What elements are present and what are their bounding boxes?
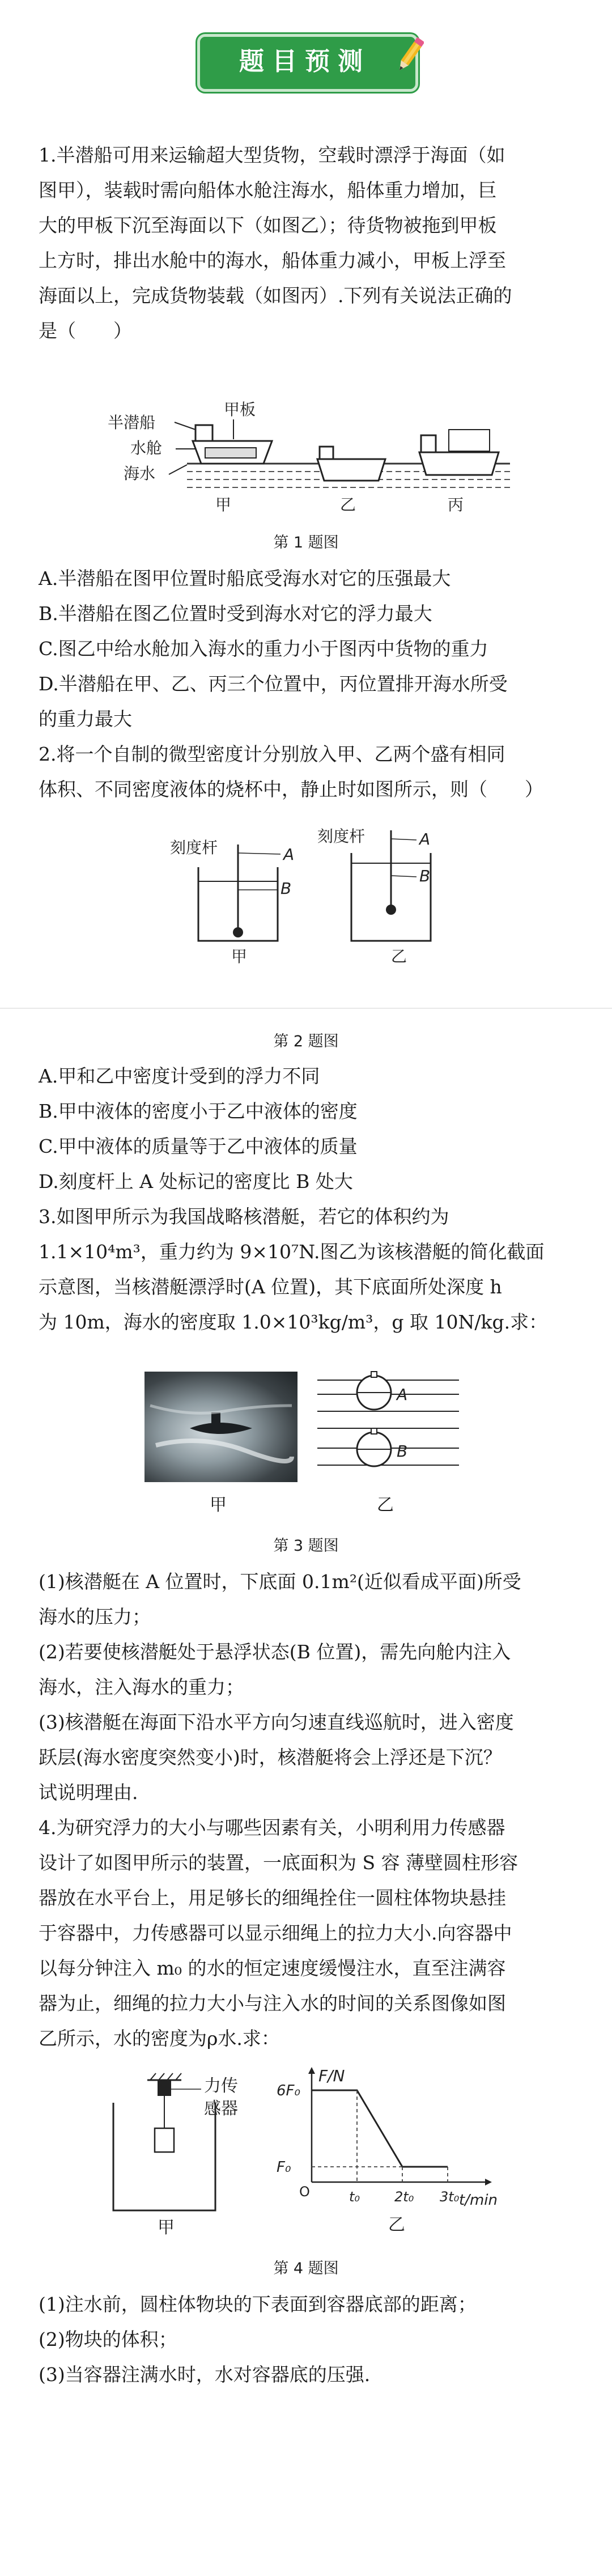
- label-rod-left: 刻度杆: [170, 838, 218, 857]
- q3-item: 海水，注入海水的重力；: [39, 1676, 244, 1698]
- q2-option-b: B.甲中液体的密度小于乙中液体的密度: [39, 1100, 358, 1122]
- q2-line: 体积、不同密度液体的烧杯中，静止时如图所示，则（ ）: [39, 778, 543, 800]
- q1-option-d-cont: 的重力最大: [39, 708, 132, 730]
- q4-line: 设计了如图甲所示的装置，一底面积为 S 容 薄壁圆柱形容: [39, 1852, 518, 1874]
- q2-figure: [164, 819, 459, 966]
- q3-item: 海水的压力；: [39, 1606, 151, 1628]
- q4-item: (2)物块的体积；: [39, 2328, 177, 2350]
- q3-label-jia: 甲: [210, 1495, 227, 1515]
- q3-caption: 第 3 题图: [273, 1537, 339, 1555]
- label-jia: 甲: [215, 495, 232, 514]
- x-tick-label: 3t₀: [440, 2189, 460, 2205]
- pencil-icon: [397, 35, 424, 75]
- q4-line: 以每分钟注入 m₀ 的水的恒定速度缓慢注水，直至注满容: [39, 1957, 506, 1979]
- q3-item: (3)核潜艇在海面下沿水平方向匀速直线巡航时，进入密度: [39, 1711, 514, 1733]
- y-tick-label: F₀: [277, 2159, 291, 2176]
- q1-line: 图甲），装载时需向船体水舱注海水，船体重力增加，巨: [39, 179, 497, 201]
- submarine-icon: [144, 1372, 298, 1482]
- q4-line: 于容器中，力传感器可以显示细绳上的拉力大小.向容器中: [39, 1922, 512, 1944]
- label-ship: 半潜船: [108, 413, 156, 432]
- q4-line: 器放在水平台上，用足够长的细绳拴住一圆柱体物块悬挂: [39, 1887, 506, 1909]
- q4-line: 4.为研究浮力的大小与哪些因素有关，小明利用力传感器: [39, 1817, 505, 1839]
- label-tank: 水舱: [130, 439, 163, 457]
- q2-option-d: D.刻度杆上 A 处标记的密度比 B 处大: [39, 1170, 353, 1192]
- q3-line: 3.如图甲所示为我国战略核潜艇，若它的体积约为: [39, 1206, 449, 1228]
- q3-item: 试说明理由.: [39, 1781, 138, 1803]
- label-sensor2: 感器: [204, 2099, 238, 2119]
- label-a-left: A: [283, 845, 295, 864]
- label-b-left: B: [280, 879, 292, 898]
- label-jia: 甲: [158, 2218, 175, 2238]
- q2-option-a: A.甲和乙中密度计受到的浮力不同: [39, 1065, 320, 1087]
- label-sensor1: 力传: [204, 2076, 238, 2096]
- q1-line: 1.半潜船可用来运输超大型货物，空载时漂浮于海面（如: [39, 144, 505, 166]
- q3-item: (2)若要使核潜艇处于悬浮状态(B 位置)，需先向舱内注入: [39, 1641, 511, 1663]
- label-bing: 丙: [448, 495, 464, 514]
- q2-caption: 第 2 题图: [273, 1033, 339, 1050]
- submarine-photo: [144, 1372, 298, 1482]
- label-sea: 海水: [124, 464, 156, 483]
- q3-label-yi: 乙: [377, 1495, 394, 1515]
- x-axis-label: t/min: [459, 2192, 498, 2209]
- label-rod-right: 刻度杆: [317, 827, 366, 846]
- q3-item: (1)核潜艇在 A 位置时，下底面 0.1m²(近似看成平面)所受: [39, 1571, 521, 1593]
- q3-item: 跃层(海水密度突然变小)时，核潜艇将会上浮还是下沉？: [39, 1746, 502, 1768]
- label-b: B: [397, 1442, 408, 1461]
- q3-line: 1.1×10⁴m³，重力约为 9×10⁷N.图乙为该核潜艇的简化截面: [39, 1241, 545, 1263]
- q1-option-c: C.图乙中给水舱加入海水的重力小于图丙中货物的重力: [39, 638, 488, 660]
- q4-line: 器为止，细绳的拉力大小与注入水的时间的关系图像如图: [39, 1992, 506, 2014]
- y-axis-label: F/N: [318, 2066, 345, 2085]
- label-a-right: A: [419, 830, 431, 848]
- q4-line: 乙所示，水的密度为ρ水.求：: [39, 2027, 280, 2049]
- label-jia: 甲: [231, 947, 248, 966]
- page-title: 题目预测: [239, 47, 371, 76]
- series-line: [312, 2090, 448, 2167]
- header-banner: [197, 28, 418, 92]
- label-deck: 甲板: [224, 400, 256, 419]
- q4-caption: 第 4 题图: [273, 2260, 339, 2277]
- q1-line: 是（ ）: [39, 320, 132, 342]
- q1-caption: 第 1 题图: [273, 534, 339, 551]
- q4-item: (1)注水前，圆柱体物块的下表面到容器底部的距离；: [39, 2293, 477, 2315]
- y-tick-label: 6F₀: [277, 2082, 300, 2099]
- q1-line: 大的甲板下沉至海面以下（如图乙）；待货物被拖到甲板: [39, 214, 497, 236]
- x-tick-label: t₀: [349, 2189, 360, 2205]
- label-a: A: [397, 1385, 408, 1404]
- q1-option-b: B.半潜船在图乙位置时受到海水对它的浮力最大: [39, 602, 432, 625]
- q2-option-c: C.甲中液体的质量等于乙中液体的质量: [39, 1135, 358, 1157]
- section-divider: [0, 1008, 612, 1009]
- origin-label: O: [299, 2184, 310, 2200]
- q1-line: 上方时，排出水舱中的海水，船体重力减小，甲板上浮至: [39, 249, 506, 271]
- q1-line: 海面以上，完成货物装载（如图丙）.下列有关说法正确的: [39, 285, 512, 307]
- label-yi: 乙: [391, 947, 407, 966]
- q4-apparatus: [96, 2069, 261, 2239]
- q1-option-d: D.半潜船在甲、乙、丙三个位置中，丙位置排开海水所受: [39, 673, 508, 695]
- label-yi: 乙: [388, 2215, 405, 2233]
- q4-item: (3)当容器注满水时，水对容器底的压强.: [39, 2363, 371, 2386]
- q3-figure: [317, 1369, 459, 1482]
- x-tick-label: 2t₀: [394, 2189, 414, 2205]
- q4-chart: [266, 2063, 504, 2233]
- label-yi: 乙: [340, 495, 356, 514]
- q3-line: 为 10m，海水的密度取 1.0×10³kg/m³，g 取 10N/kg.求：: [39, 1311, 548, 1333]
- q3-line: 示意图，当核潜艇漂浮时(A 位置)，其下底面所处深度 h: [39, 1276, 502, 1298]
- q2-line: 2.将一个自制的微型密度计分别放入甲、乙两个盛有相同: [39, 743, 505, 765]
- q1-figure: [102, 397, 510, 516]
- q1-option-a: A.半潜船在图甲位置时船底受海水对它的压强最大: [39, 567, 451, 589]
- label-b-right: B: [419, 867, 431, 885]
